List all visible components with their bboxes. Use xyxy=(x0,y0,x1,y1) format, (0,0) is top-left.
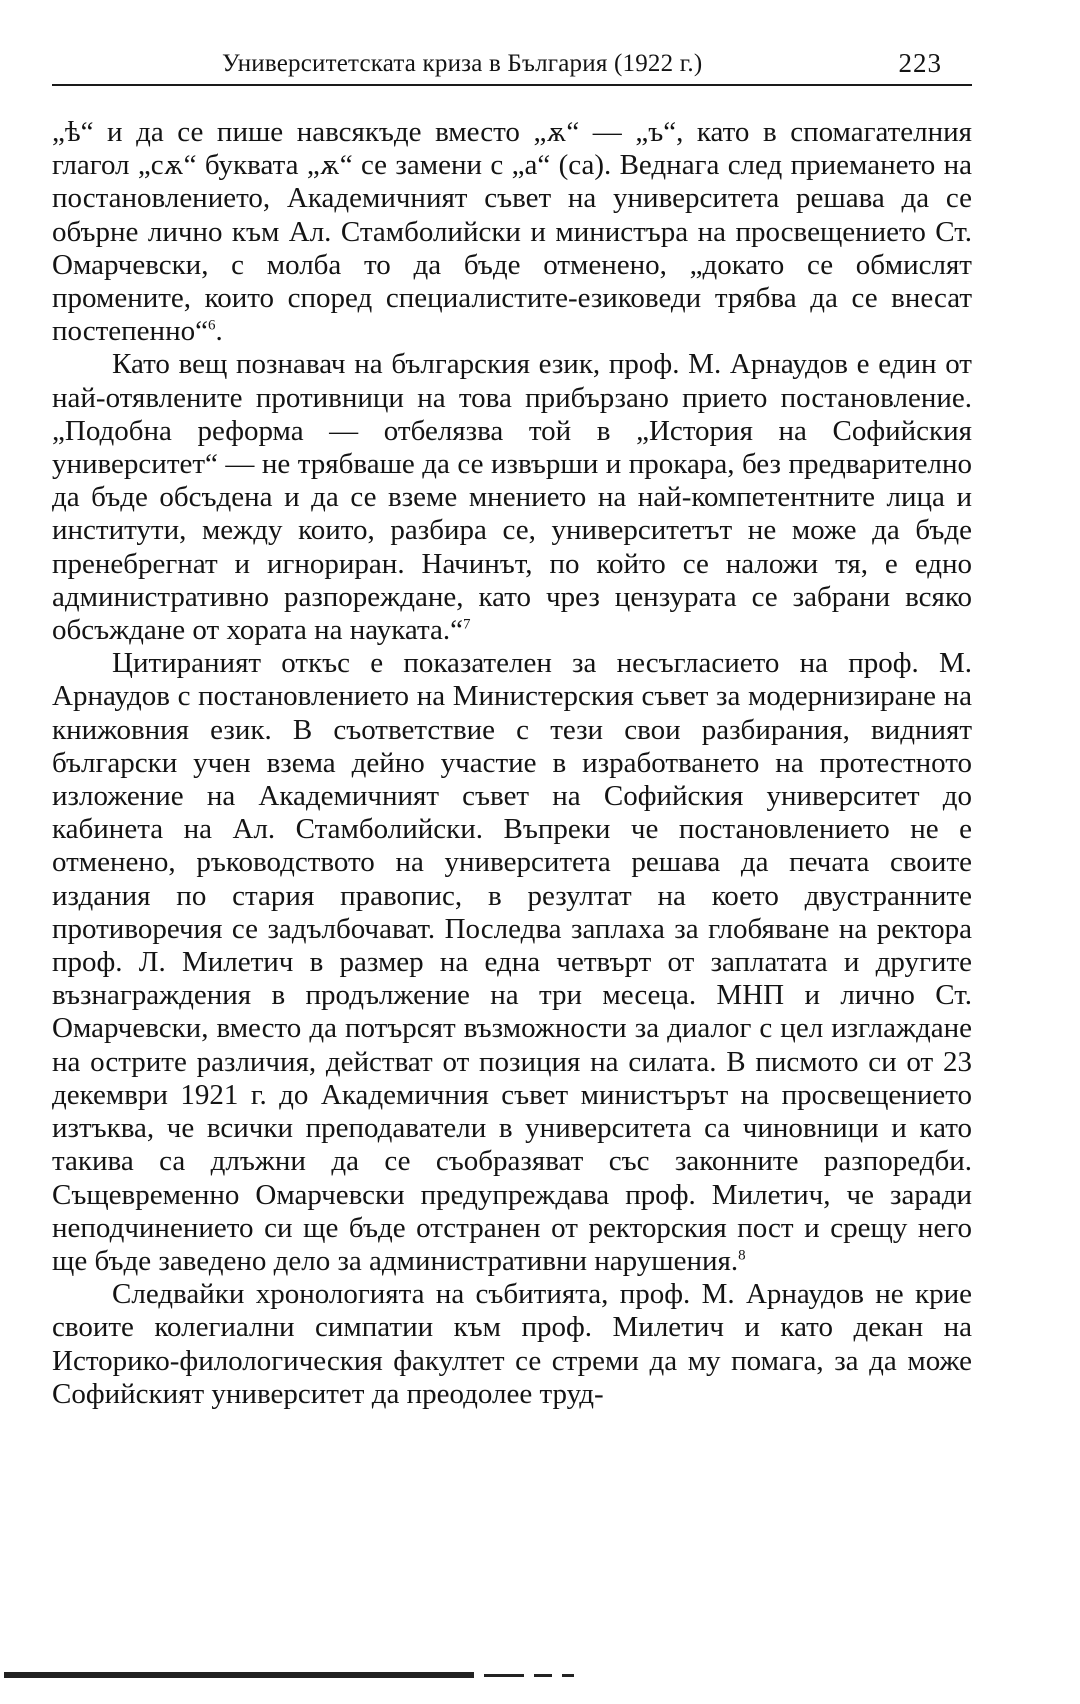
footnote-ref: 6 xyxy=(207,317,216,334)
body-text xyxy=(52,116,972,1411)
footnote-ref: 8 xyxy=(738,1247,746,1264)
page-number: 223 xyxy=(898,48,942,78)
running-head xyxy=(52,40,972,86)
paragraph-p2 xyxy=(52,348,972,647)
footnote-ref: 7 xyxy=(462,616,471,633)
book-page xyxy=(52,40,972,1680)
running-title: Университетската криза в България (1922 г.) xyxy=(222,50,703,77)
paragraph-p4 xyxy=(52,1278,972,1411)
paragraph-p1 xyxy=(52,116,972,348)
paragraph-text: Цитираният откъс е показателен за несъгласието на проф. М. Арнаудов с постановлението на Министерския съвет за модернизиране на книжовния език. В съответствие с тези свои разбирания, видният български учен взема дейно участие в изработването на протестното изложение на Академичният съвет на Софийския университет до кабинета на Ал. Стамболийски. Въпреки че постановлението не е отменено, ръководството на университета решава да печата своите издания по стария правопис, в резултат на което двустранните противоречия се задълбочават. Последва заплаха за глобяване на ректора проф. Л. Милетич в размер на една четвърт от заплатата и другите възнаграждения в продължение на три месеца. МНП и лично Ст. Омарчевски, вместо да потърсят възможности за диалог с цел изглаждане на острите различия, действат от позиция на силата. В писмото си от 23 декември 1921 г. до Академичния съвет министърът на просвещението изтъква, че всички преподаватели в университета са чиновници и като такива са длъжни да се съобразяват със законните разпоредби. Същевременно Омарчевски предупреждава проф. Милетич, че заради неподчинението си ще бъде отстранен от ректорския пост и срещу него ще бъде заведено дело за административни нарушения. xyxy=(52,647,972,1277)
paragraph-p3 xyxy=(52,647,972,1278)
paragraph-text: „ѣ“ и да се пише навсякъде вместо „ѫ“ — „ъ“, като в спомагателния глагол „сѫ“ буквата „ѫ“ се замени с „а“ (са). Веднага след приемането на постановлението, Академичният съвет на университета решава да се обърне лично към Ал. Стамболийски и министъра на просвещението Ст. Омарчевски, с молба то да бъде отменено, „докато се обмислят промените, които според специалистите-езиковеди трябва да се внесат постепенно“ xyxy=(52,116,972,348)
paragraph-text: Следвайки хронологията на събитията, проф. М. Арнаудов не крие своите колегиални симпатии към проф. Милетич и като декан на Историко-филологическия факултет се стреми да му помага, за да може Софийският университет да преодолее труд- xyxy=(52,1278,972,1410)
paragraph-text: Като вещ познавач на българския език, проф. М. Арнаудов е един от най-отявлените противници на това прибързано прието постановление. „Подобна реформа — отбелязва той в „История на Софийския университет“ — не трябваше да се извърши и прокара, без предварително да бъде обсъдена и да се вземе мнението на най-компетентните лица и институти, между които, разбира се, университетът не може да бъде пренебрегнат и игнориран. Начинът, по който се наложи тя, е едно административно разпореждане, като чрез цензурата се забрани всяко обсъждане от хората на науката.“ xyxy=(52,348,972,647)
scan-edge-mark xyxy=(4,1672,604,1680)
paragraph-text: . xyxy=(215,315,223,348)
